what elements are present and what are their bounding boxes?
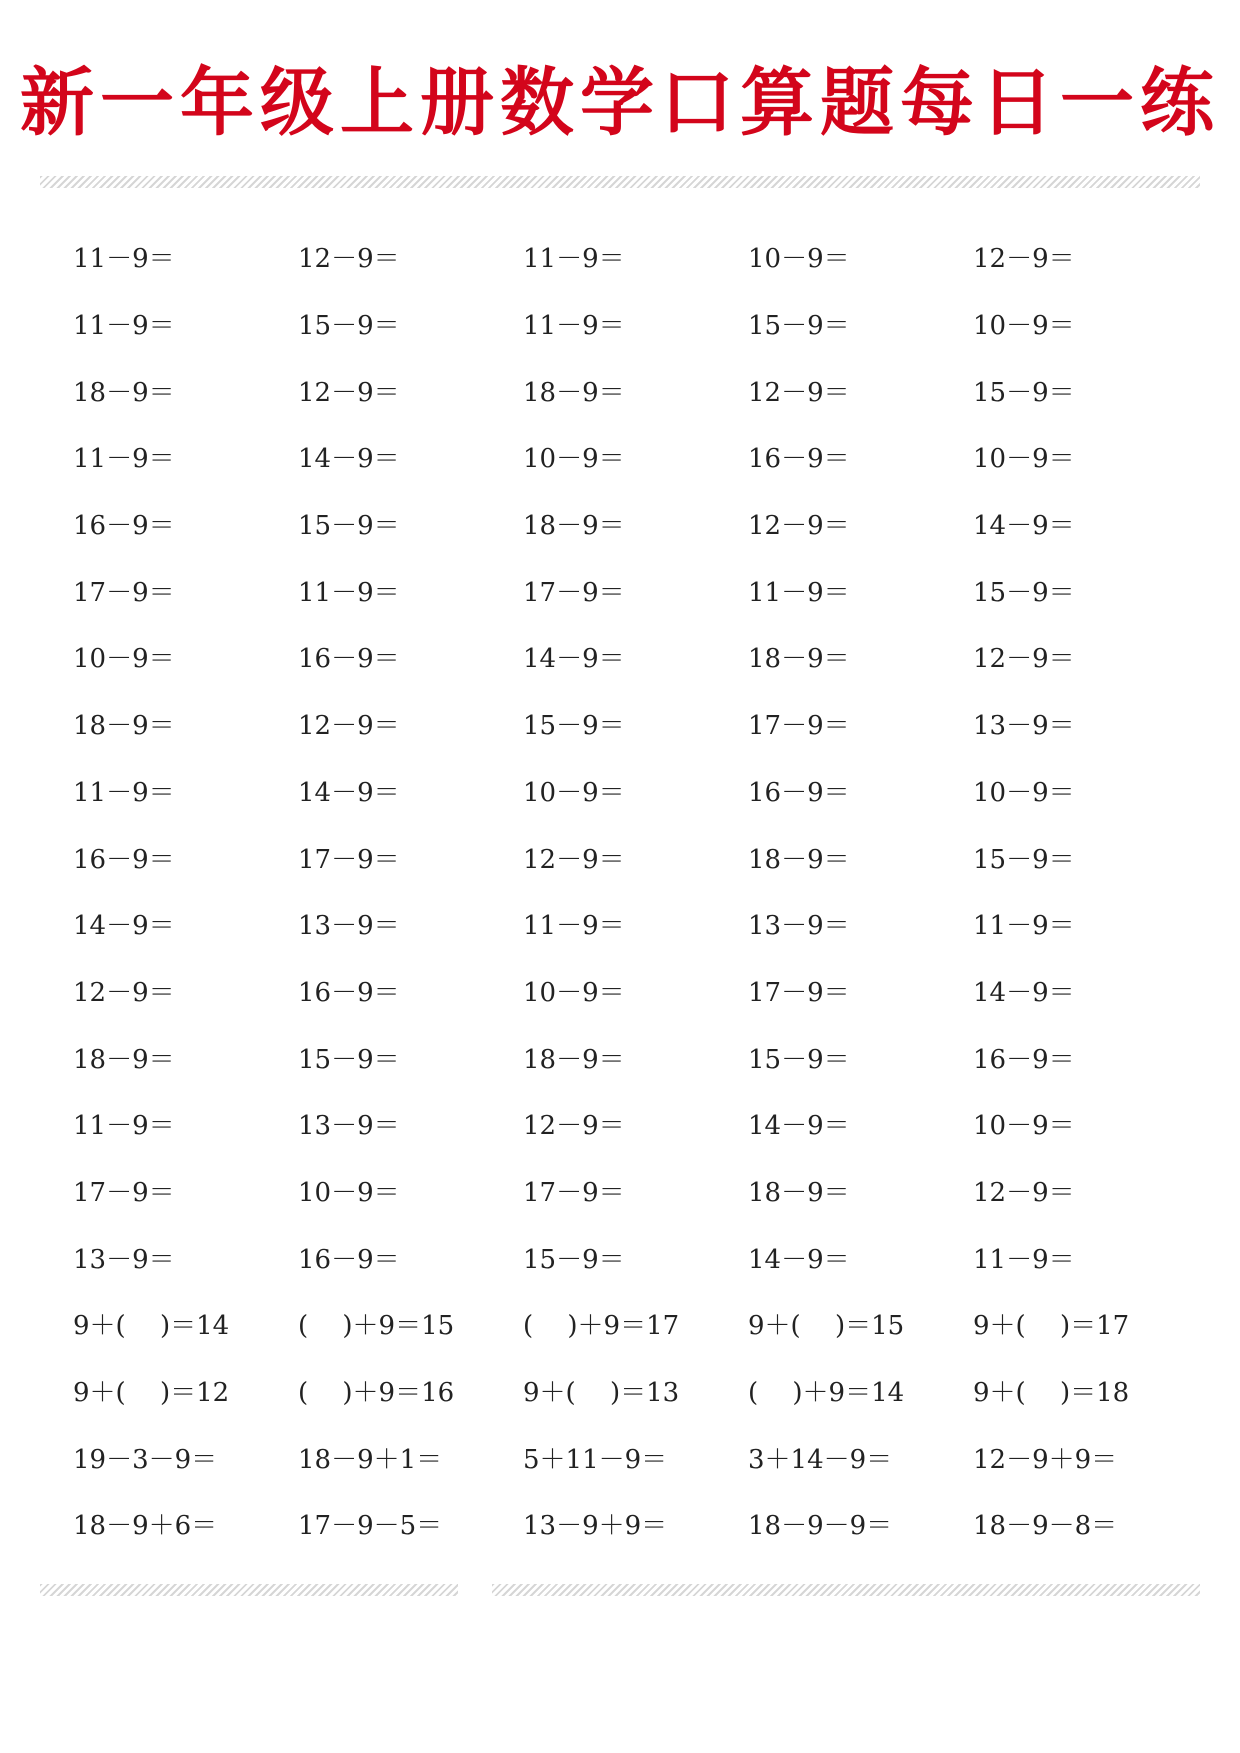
math-problem: 11－9＝ [523, 244, 625, 275]
math-problem: 10－9＝ [523, 777, 625, 808]
math-problem: 9＋( )＝14 [73, 1311, 230, 1342]
math-problem: 5＋11－9＝ [523, 1444, 668, 1475]
math-problem: 14－9＝ [73, 911, 175, 942]
math-problem: 10－9＝ [73, 644, 175, 675]
bottom-divider-right [492, 1584, 1200, 1596]
math-problem: 14－9＝ [523, 644, 625, 675]
math-problem: 12－9＝ [298, 244, 400, 275]
math-problem: 11－9＝ [523, 311, 625, 342]
math-problem: 12－9＝ [298, 711, 400, 742]
math-problem: 10－9＝ [973, 777, 1075, 808]
math-problem: 18－9＝ [523, 377, 625, 408]
math-problem: 12－9＝ [298, 377, 400, 408]
math-problem: 16－9＝ [298, 644, 400, 675]
math-problem: 12－9＝ [523, 1111, 625, 1142]
math-problem: 14－9＝ [973, 511, 1075, 542]
math-problem: 10－9＝ [973, 444, 1075, 475]
math-problem: ( )＋9＝17 [523, 1311, 680, 1342]
math-problem: 18－9＝ [73, 711, 175, 742]
math-problem: 11－9＝ [298, 577, 400, 608]
math-problem: 16－9＝ [748, 444, 850, 475]
math-problem: 13－9＝ [748, 911, 850, 942]
math-problem: 13－9＝ [73, 1244, 175, 1275]
math-problem: 15－9＝ [973, 844, 1075, 875]
math-problem: 14－9＝ [973, 977, 1075, 1008]
math-problem: 15－9＝ [298, 511, 400, 542]
math-problem: 11－9＝ [73, 777, 175, 808]
math-problem: 12－9＝ [748, 377, 850, 408]
math-problem: 18－9＝ [523, 1044, 625, 1075]
math-problem: 16－9＝ [298, 1244, 400, 1275]
math-problem: 10－9＝ [748, 244, 850, 275]
math-problem: 12－9＝ [523, 844, 625, 875]
math-problem: 11－9＝ [973, 1244, 1075, 1275]
math-problem: 15－9＝ [298, 311, 400, 342]
math-problem: 15－9＝ [973, 377, 1075, 408]
math-problem: 17－9＝ [748, 977, 850, 1008]
math-problem: 16－9＝ [73, 844, 175, 875]
math-problem: 18－9＋1＝ [298, 1444, 443, 1475]
math-problem: ( )＋9＝14 [748, 1378, 905, 1409]
math-problem: ( )＋9＝16 [298, 1378, 455, 1409]
math-problem: 14－9＝ [748, 1244, 850, 1275]
math-problem: 9＋( )＝17 [973, 1311, 1130, 1342]
math-problem: 13－9＋9＝ [523, 1511, 668, 1542]
math-problem: 10－9＝ [523, 444, 625, 475]
math-problem: 10－9＝ [973, 311, 1075, 342]
math-problem: 10－9＝ [973, 1111, 1075, 1142]
math-problem: 11－9＝ [748, 577, 850, 608]
math-problem: 18－9＝ [73, 1044, 175, 1075]
math-problem: 14－9＝ [298, 777, 400, 808]
math-problem: 15－9＝ [748, 311, 850, 342]
math-problem: 16－9＝ [73, 511, 175, 542]
math-problem: 12－9＝ [973, 244, 1075, 275]
math-problem: 13－9＝ [973, 711, 1075, 742]
math-problem: 18－9＝ [73, 377, 175, 408]
math-problem: 18－9＋6＝ [73, 1511, 218, 1542]
math-problem: 12－9＝ [973, 1177, 1075, 1208]
math-problem: 9＋( )＝13 [523, 1378, 680, 1409]
math-problem: 15－9＝ [523, 1244, 625, 1275]
math-problem: 15－9＝ [748, 1044, 850, 1075]
math-problem: 9＋( )＝15 [748, 1311, 905, 1342]
page-title: 新一年级上册数学口算题每日一练 [20, 60, 1220, 146]
math-problem: 3＋14－9＝ [748, 1444, 893, 1475]
math-problem: 16－9＝ [748, 777, 850, 808]
math-problem: 12－9＝ [73, 977, 175, 1008]
math-problem: 18－9－8＝ [973, 1511, 1118, 1542]
math-problem: 12－9＝ [748, 511, 850, 542]
math-problem: 10－9＝ [523, 977, 625, 1008]
math-problem: 18－9＝ [523, 511, 625, 542]
math-problem: 11－9＝ [73, 444, 175, 475]
math-problem: 13－9＝ [298, 1111, 400, 1142]
math-problem: 17－9＝ [523, 577, 625, 608]
math-problem: 15－9＝ [523, 711, 625, 742]
math-problem: 11－9＝ [523, 911, 625, 942]
math-problem: 12－9＋9＝ [973, 1444, 1118, 1475]
math-problem: 18－9＝ [748, 644, 850, 675]
math-problem: ( )＋9＝15 [298, 1311, 455, 1342]
math-problem: 17－9＝ [73, 577, 175, 608]
math-problem: 14－9＝ [748, 1111, 850, 1142]
math-problem: 15－9＝ [298, 1044, 400, 1075]
math-problem: 11－9＝ [73, 1111, 175, 1142]
math-problem: 12－9＝ [973, 644, 1075, 675]
math-problem: 18－9＝ [748, 1177, 850, 1208]
math-problem: 18－9－9＝ [748, 1511, 893, 1542]
math-problem: 9＋( )＝12 [73, 1378, 230, 1409]
math-problem: 17－9－5＝ [298, 1511, 443, 1542]
math-problem: 15－9＝ [973, 577, 1075, 608]
math-problem: 19－3－9＝ [73, 1444, 218, 1475]
math-problem: 17－9＝ [748, 711, 850, 742]
math-problem: 16－9＝ [298, 977, 400, 1008]
math-problem: 17－9＝ [298, 844, 400, 875]
math-problem: 13－9＝ [298, 911, 400, 942]
math-problem: 16－9＝ [973, 1044, 1075, 1075]
math-problem: 11－9＝ [73, 311, 175, 342]
math-problem: 14－9＝ [298, 444, 400, 475]
math-problem: 11－9＝ [73, 244, 175, 275]
bottom-divider-left [40, 1584, 458, 1596]
math-problem: 11－9＝ [973, 911, 1075, 942]
math-problem: 18－9＝ [748, 844, 850, 875]
math-problem: 10－9＝ [298, 1177, 400, 1208]
top-divider [40, 176, 1200, 188]
math-problem: 17－9＝ [523, 1177, 625, 1208]
math-problem: 17－9＝ [73, 1177, 175, 1208]
math-problem: 9＋( )＝18 [973, 1378, 1130, 1409]
problem-grid [73, 226, 1203, 1560]
